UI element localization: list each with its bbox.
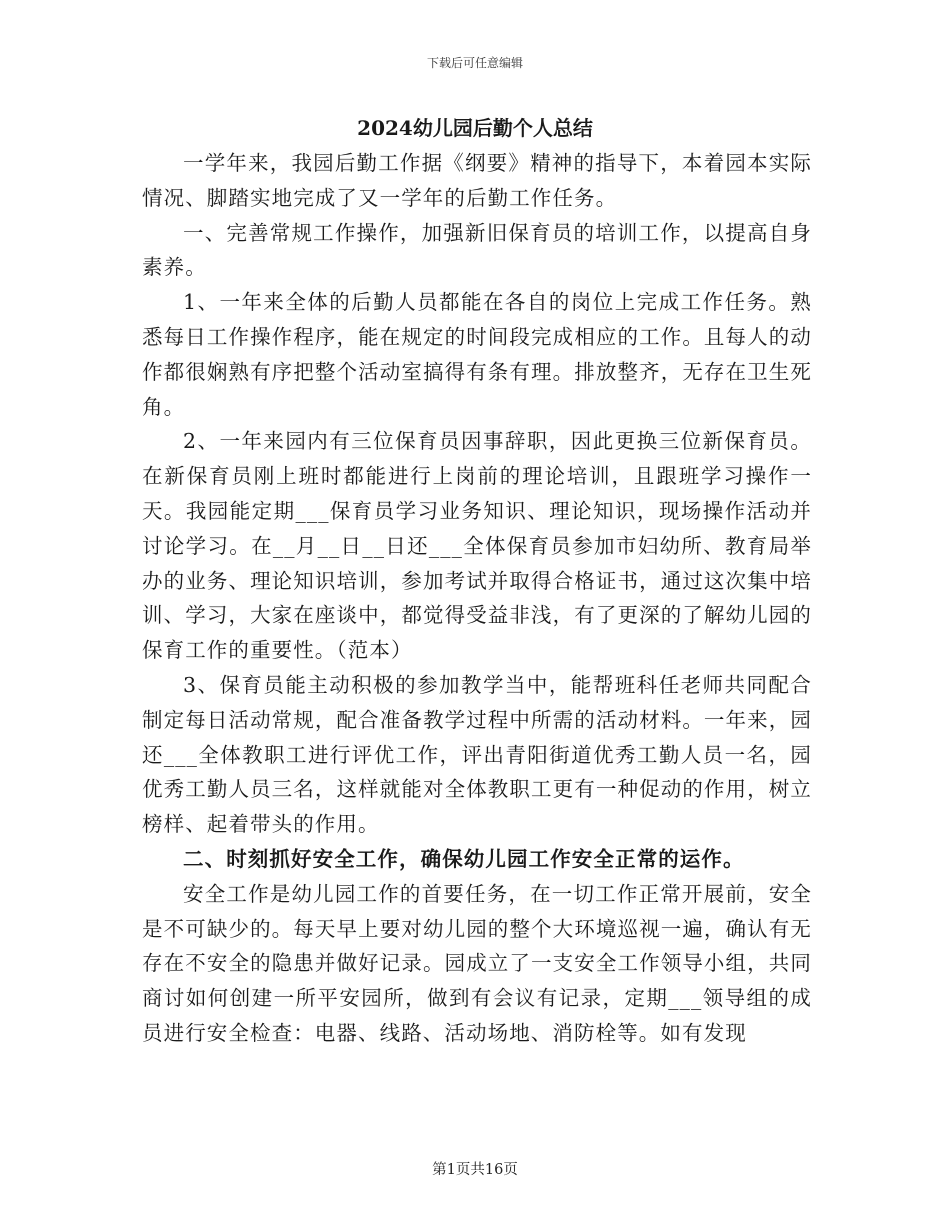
paragraph-section-one-heading: 一、完善常规工作操作，加强新旧保育员的培训工作，以提高自身素养。 — [142, 220, 812, 280]
page-number: 第1页共16页 — [432, 1162, 518, 1178]
paragraph-item-2: 2、一年来园内有三位保育员因事辞职，因此更换三位新保育员。在新保育员刚上班时都能进行上岗前的理论培训，且跟班学习操作一天。我园能定期___保育员学习业务知识、理论知识，现场操作活动并讨论学习。在__月__日__日还___全体保育员参加市妇幼所、教育局举办的业务、理论知识培训，参加考试并取得合格证书，通过这次集中培训、学习，大家在座谈中，都觉得受益非浅，有了更深的了解幼儿园的保育工作的重要性。（范本） — [142, 429, 812, 663]
paragraph-item-1: 1、一年来全体的后勤人员都能在各自的岗位上完成工作任务。熟悉每日工作操作程序，能在规定的时间段完成相应的工作。且每人的动作都很娴熟有序把整个活动室搞得有条有理。排放整齐，无存在卫生死角。 — [142, 290, 812, 419]
paragraph-item-3: 3、保育员能主动积极的参加教学当中，能帮班科任老师共同配合制定每日活动常规，配合准备教学过程中所需的活动材料。一年来，园还___全体教职工进行评优工作，评出青阳街道优秀工勤人员一名，园优秀工勤人员三名，这样就能对全体教职工更有一种促动的作用，树立榜样、起着带头的作用。 — [142, 672, 812, 837]
paragraph-section-two-heading: 二、时刻抓好安全工作，确保幼儿园工作安全正常的运作。 — [183, 846, 745, 871]
document-title: 2024幼儿园后勤个人总结 — [357, 116, 593, 140]
paragraph-intro: 一学年来，我园后勤工作据《纲要》精神的指导下，本着园本实际情况、脚踏实地完成了又一学年的后勤工作任务。 — [142, 151, 812, 210]
paragraph-safety: 安全工作是幼儿园工作的首要任务，在一切工作正常开展前，安全是不可缺少的。每天早上要对幼儿园的整个大环境巡视一遍，确认有无存在不安全的隐患并做好记录。园成立了一支安全工作领导小组，共同商讨如何创建一所平安园所，做到有会议有记录，定期___领导组的成员进行安全检查：电器、线路、活动场地、消防栓等。如有发现 — [142, 881, 812, 1045]
document-body — [142, 146, 812, 1051]
header-note: 下载后可任意编辑 — [426, 56, 523, 70]
